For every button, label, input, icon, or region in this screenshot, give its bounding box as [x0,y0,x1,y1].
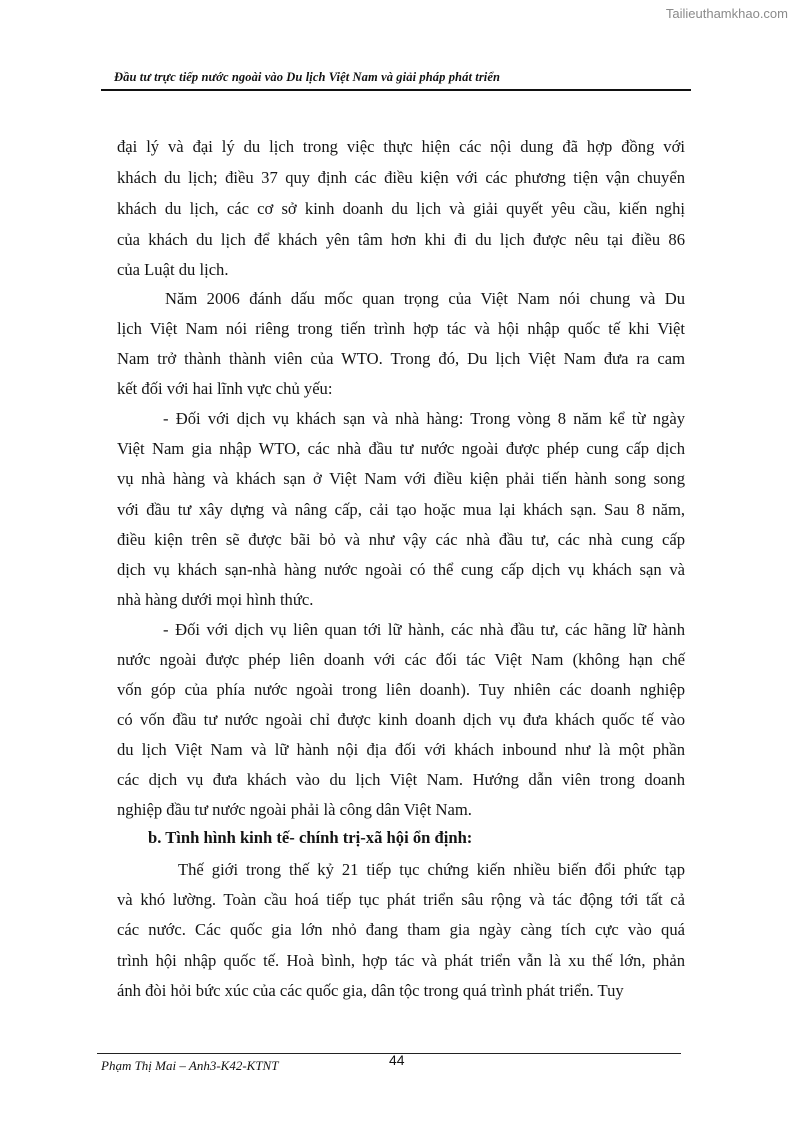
text-line: lịch Việt Nam nói riêng trong tiến trình hợp tác và hội nhập quốc tế khi Việt [117,319,685,338]
text-line: - Đối với dịch vụ khách sạn và nhà hàng: Trong vòng 8 năm kể từ ngày [163,409,685,428]
watermark-text: Tailieuthamkhao.com [665,6,788,21]
text-line: đại lý và đại lý du lịch trong việc thực hiện các nội dung đã hợp đồng với [117,137,685,156]
text-line: khách du lịch; điều 37 quy định các điều kiện với các phương tiện vận chuyển [117,168,685,187]
text-line: điều kiện trên sẽ được bãi bỏ và như vậy các nhà đầu tư, các nhà cung cấp [117,530,685,549]
page-number: 44 [389,1052,405,1068]
text-line: với đầu tư xây dựng và nâng cấp, cải tạo hoặc mua lại khách sạn. Sau 8 năm, [117,500,685,519]
running-header-title: Đầu tư trực tiếp nước ngoài vào Du lịch Việt Nam và giải pháp phát triển [114,70,501,84]
text-line: Nam trở thành thành viên của WTO. Trong đó, Du lịch Việt Nam đưa ra cam [117,349,685,368]
text-line: trình hội nhập quốc tế. Hoà bình, hợp tác và phát triển vẫn là xu thế lớn, phản [117,951,685,970]
text-line: Năm 2006 đánh dấu mốc quan trọng của Việt Nam nói chung và Du [165,289,685,308]
text-line: dịch vụ khách sạn-nhà hàng nước ngoài có thể cung cấp dịch vụ khách sạn và [117,560,685,579]
text-line: Việt Nam gia nhập WTO, các nhà đầu tư nước ngoài được phép cung cấp dịch [117,439,685,458]
header-divider [101,89,691,91]
text-line: nhà hàng dưới mọi hình thức. [117,590,314,609]
text-line: có vốn đầu tư nước ngoài chỉ được kinh doanh dịch vụ đưa khách quốc tế vào [117,710,685,729]
text-line: của Luật du lịch. [117,260,229,279]
text-line: vốn góp của phía nước ngoài trong liên doanh). Tuy nhiên các doanh nghiệp [117,680,685,699]
text-line: ánh đòi hỏi bức xúc của các quốc gia, dân tộc trong quá trình phát triển. Tuy [117,981,624,1000]
text-line: các dịch vụ đưa khách vào du lịch Việt Nam. Hướng dẫn viên trong doanh [117,770,685,789]
text-line: khách du lịch, các cơ sở kinh doanh du lịch và giải quyết yêu cầu, kiến nghị [117,199,685,218]
text-line: nước ngoài được phép liên doanh với các đối tác Việt Nam (không hạn chế [117,650,685,669]
text-line: vụ nhà hàng và khách sạn ở Việt Nam với điều kiện phải tiến hành song song [117,469,685,488]
text-line: - Đối với dịch vụ liên quan tới lữ hành, các nhà đầu tư, các hãng lữ hành [163,620,685,639]
text-line: Thế giới trong thế kỷ 21 tiếp tục chứng kiến nhiều biến đổi phức tạp [178,860,685,879]
text-line: du lịch Việt Nam và lữ hành nội địa đối với khách inbound như là một phần [117,740,685,759]
text-line: nghiệp đầu tư nước ngoài phải là công dân Việt Nam. [117,800,472,819]
section-heading: b. Tình hình kinh tế- chính trị-xã hội ổn định: [148,828,473,847]
text-line: các nước. Các quốc gia lớn nhỏ đang tham gia ngày càng tích cực vào quá [117,920,685,939]
text-line: và khó lường. Toàn cầu hoá tiếp tục phát triển sâu rộng và tác động tới tất cả [117,890,685,909]
text-line: của khách du lịch để khách yên tâm hơn khi đi du lịch được nêu tại điều 86 [117,230,685,249]
footer-author: Phạm Thị Mai – Anh3-K42-KTNT [101,1058,279,1073]
text-line: kết đối với hai lĩnh vực chủ yếu: [117,379,333,398]
